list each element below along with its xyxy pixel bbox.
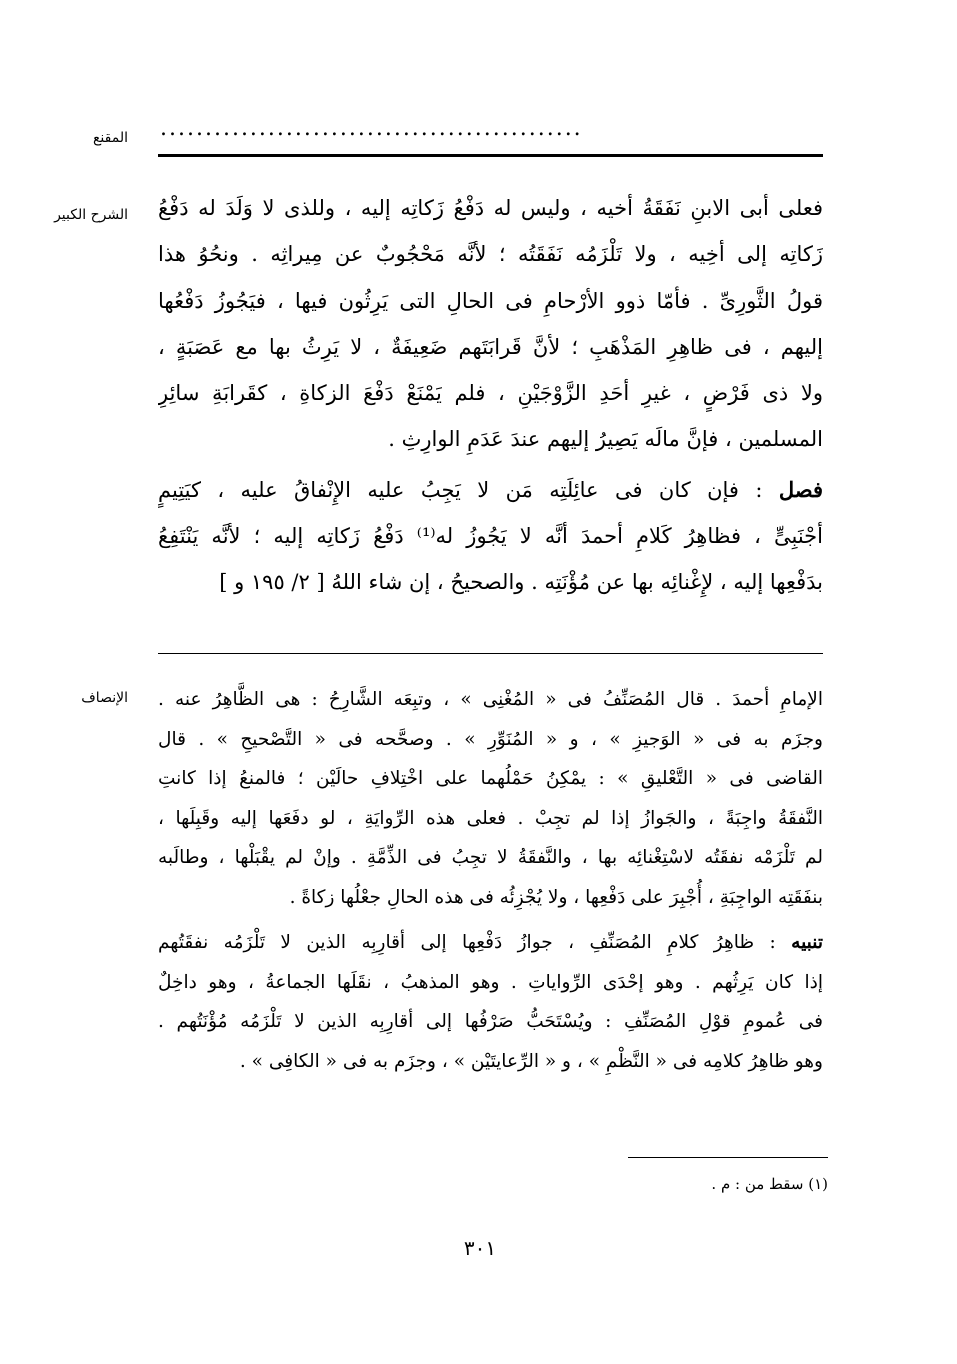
text-line: الإمامِ أحمدَ . قال المُصَنِّفُ فى « المُغْنِى » ، وتبِعَه الشَّارِحُ : هى الظَّاهِرُ عنه .: [158, 689, 823, 710]
sharh-paragraph-1: [158, 185, 823, 463]
insaf-section-label: الإنصاف: [81, 690, 128, 706]
text-line: إليهم ، فى ظاهِرِ المَذْهَبِ ؛ لأنَّ قَرابَتَهم ضَعِيفَةٌ ، لا يَرِثُ بها مع عَصَبَةٍ ،: [158, 334, 823, 359]
text-line: بدَفْعِها إليه ، لإِغْنائِه بها عن مُؤْنَتِه . والصحيحُ ، إن شاء اللهُ [ ٢/ ١٩٥ و ]: [219, 570, 823, 595]
text-line: النَّفقَةُ واجِبَةً ، والجَوازُ إذا لم تجِبْ . فعلى هذه الرِّوايَةِ ، لو دفَعَها إليه وقَبِلَها ،: [158, 807, 823, 829]
running-header-title: المقنع: [92, 130, 128, 146]
text-line: أجْنَبِىٍّ ، فظاهِرُ كَلامِ أحمدَ أنَّه لا يَجُوزُ له⁽¹⁾ دَفْعُ زَكاتِه إليه ؛ لأنَّه يَنْتَفِعُ: [158, 524, 823, 549]
text-line: قولُ الثَّورِىِّ . فأمّا ذوو الأرْحامِ فى الحالِ التى يَرِثُون فيها ، فيَجُوزُ دَفْعُها: [158, 288, 823, 313]
text-line: ولا ذى فَرْضٍ ، غيرِ أحَدِ الزَّوْجَيْنِ ، فلم يَمْنَعْ دَفْعَ الزكاةِ ، كقَرابَةِ سائِرِ: [158, 381, 823, 406]
text-run: : ظاهِرُ كلامِ المُصَنِّفِ ، جوازُ دَفْعِها إلى أقارِبِه الذين لا تَلْزَمُه نفقَتُهم: [158, 932, 776, 953]
footnote: (١) سقط من : م .: [711, 1175, 828, 1193]
sharh-section-label: الشرح الكبير: [54, 207, 128, 223]
section-heading-fasl: فصل: [778, 476, 823, 502]
text-line: إذا كان يَرِثُهم . وهو إحْدَى الرِّواياتِ . وهو المذهبُ ، نقَلَها الجماعةُ ، وهو داخِلٌ: [158, 971, 823, 993]
text-line: [158, 923, 823, 963]
insaf-paragraph-1: [158, 680, 823, 917]
text-line: زَكاتِه إلى أخِيه ، ولا تَلْزَمُه نَفَقَتُه ؛ لأنَّه مَحْجُوبٌ عن مِيراثِه . ونحُوُ هذا: [158, 242, 823, 267]
page-number: ٣٠١: [463, 1236, 497, 1260]
footnote-rule: [628, 1157, 828, 1158]
section-divider: [158, 653, 823, 654]
header-dotted-leader: ...............................................: [160, 118, 583, 140]
section-heading-tanbih: تنبيه: [791, 932, 823, 953]
text-line: وجزَم به فى « الوَجيزِ » ، و « المُنَوِّرِ » . وصحَّحه فى « التَّصْحيحِ » . قال: [158, 728, 823, 750]
insaf-paragraph-2: [158, 923, 823, 1081]
sharh-paragraph-2: [158, 467, 823, 606]
text-line: القاضى فى « التَّعْليقِ » : يمْكِنُ حَمْلُهما على اخْتِلافِ حالَيْن ؛ فالمنعُ إذا كانتِ: [158, 768, 823, 789]
header-rule: [158, 154, 823, 157]
insaf-text-block: [158, 680, 823, 1081]
text-line: المسلمين ، فإنَّ مالَه يَصِيرُ إليهم عندَ عَدَمِ الوارِثِ .: [388, 427, 823, 452]
text-line: وهو ظاهِرُ كلامِه فى « النَّظْمِ » ، و « الرِّعايتَيْن » ، وجزَم به فى « الكافِى » .: [239, 1050, 823, 1072]
text-line: بنفَقَتِه الواجِبَةِ ، أُجْبِرَ على دَفْعِها ، ولا يُجْزِئُه فى هذه الحالِ جعْلُها زكاةً .: [289, 886, 823, 908]
text-run: : فإن كان فى عائِلَتِه مَن لا يَجِبُ عليه الإِنْفاقُ عليه ، كيَتِيمٍ: [158, 477, 763, 502]
text-line: فعلى أبى الابنِ نَفَقَةُ أخيه ، وليس له دَفْعُ زَكاتِه إليه ، وللذى لا وَلَدَ له دَفْعُ: [158, 196, 823, 220]
text-line: فى عُمومِ قوْلِ المُصَنِّفِ : ويُسْتَحَبُّ صَرْفُها إلى أقارِبِه الذين لا تَلْزَمُه مُؤْنَتُهم .: [158, 1011, 823, 1032]
text-line: لم تَلْزَمْه نفقَتُه لاسْتِغْنائِه بها ، والنَّفقَةُ لا تجِبُ فى الذِّمَّةِ . وإنْ لم يقْبَلْها ، وطالَبه: [158, 847, 823, 868]
sharh-text-block: [158, 185, 823, 606]
text-line: [158, 467, 823, 513]
